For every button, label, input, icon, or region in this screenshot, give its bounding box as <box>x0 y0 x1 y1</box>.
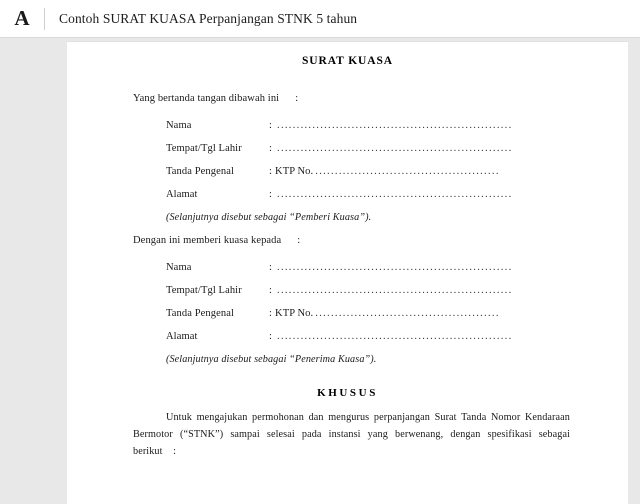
document-page <box>67 41 628 504</box>
field-colon: : <box>269 285 273 296</box>
grantor-field-nama <box>166 120 570 131</box>
app-logo-icon: A <box>14 6 30 30</box>
field-dotted-leader: ............................................... <box>315 166 500 177</box>
field-prefix: KTP No. <box>275 166 314 177</box>
grantor-section <box>133 93 570 223</box>
field-label: Tanda Pengenal <box>166 308 235 319</box>
field-dotted-leader: ............................................................ <box>277 120 513 131</box>
field-dotted-leader: ............................................................ <box>277 331 513 342</box>
field-value[interactable] <box>269 308 570 319</box>
grantee-note: (Selanjutnya disebut sebagai “Penerima Kuasa”). <box>166 354 377 365</box>
document-title-label: Contoh SURAT KUASA Perpanjangan STNK 5 tahun <box>59 10 358 26</box>
khusus-heading: KHUSUS <box>317 387 378 399</box>
field-colon: : <box>269 189 273 200</box>
field-dotted-leader: ............................................... <box>315 308 500 319</box>
grantee-lead-line <box>133 235 570 246</box>
grantee-lead-colon: : <box>297 235 301 246</box>
grantor-field-tempat-tgl-lahir <box>166 143 570 154</box>
field-label: Alamat <box>166 189 198 200</box>
field-label: Nama <box>166 120 192 131</box>
field-value[interactable] <box>269 143 570 154</box>
grantee-field-tempat-tgl-lahir <box>166 285 570 296</box>
khusus-paragraph <box>133 409 570 460</box>
document-viewer[interactable] <box>0 38 640 504</box>
field-value[interactable] <box>269 120 570 131</box>
field-label: Tempat/Tgl Lahir <box>166 285 242 296</box>
khusus-paragraph-colon: : <box>173 446 177 457</box>
field-value[interactable] <box>269 166 570 177</box>
grantor-lead-line <box>133 93 570 104</box>
field-colon: : <box>269 262 273 273</box>
grantor-lead-colon: : <box>295 93 299 104</box>
grantor-note: (Selanjutnya disebut sebagai “Pemberi Kuasa”). <box>166 212 372 223</box>
grantee-field-tanda-pengenal <box>166 308 570 319</box>
field-colon: : <box>269 143 273 154</box>
grantor-field-alamat <box>166 189 570 200</box>
surat-kuasa-heading: SURAT KUASA <box>302 55 393 67</box>
app-header-bar <box>0 0 640 38</box>
field-dotted-leader: ............................................................ <box>277 143 513 154</box>
khusus-section <box>133 409 570 460</box>
field-prefix: KTP No. <box>275 308 314 319</box>
field-colon: : <box>269 166 273 177</box>
grantee-section <box>133 235 570 365</box>
field-label: Alamat <box>166 331 198 342</box>
field-value[interactable] <box>269 262 570 273</box>
field-dotted-leader: ............................................................ <box>277 285 513 296</box>
field-dotted-leader: ............................................................ <box>277 189 513 200</box>
header-divider <box>44 8 45 30</box>
grantee-lead-text: Dengan ini memberi kuasa kepada <box>133 235 282 246</box>
field-colon: : <box>269 120 273 131</box>
field-value[interactable] <box>269 189 570 200</box>
field-label: Tempat/Tgl Lahir <box>166 143 242 154</box>
field-label: Nama <box>166 262 192 273</box>
field-value[interactable] <box>269 285 570 296</box>
field-colon: : <box>269 331 273 342</box>
khusus-paragraph-text: Untuk mengajukan permohonan dan mengurus perpanjangan Surat Tanda Nomor Kendaraan Bermotor (“STNK”) sampai selesai pada instansi yang berwenang, dengan spesifikasi sebagai berikut <box>133 412 570 457</box>
field-label: Tanda Pengenal <box>166 166 235 177</box>
grantee-field-alamat <box>166 331 570 342</box>
field-value[interactable] <box>269 331 570 342</box>
field-dotted-leader: ............................................................ <box>277 262 513 273</box>
grantor-lead-text: Yang bertanda tangan dibawah ini <box>133 93 280 104</box>
field-colon: : <box>269 308 273 319</box>
grantee-field-nama <box>166 262 570 273</box>
grantor-field-tanda-pengenal <box>166 166 570 177</box>
